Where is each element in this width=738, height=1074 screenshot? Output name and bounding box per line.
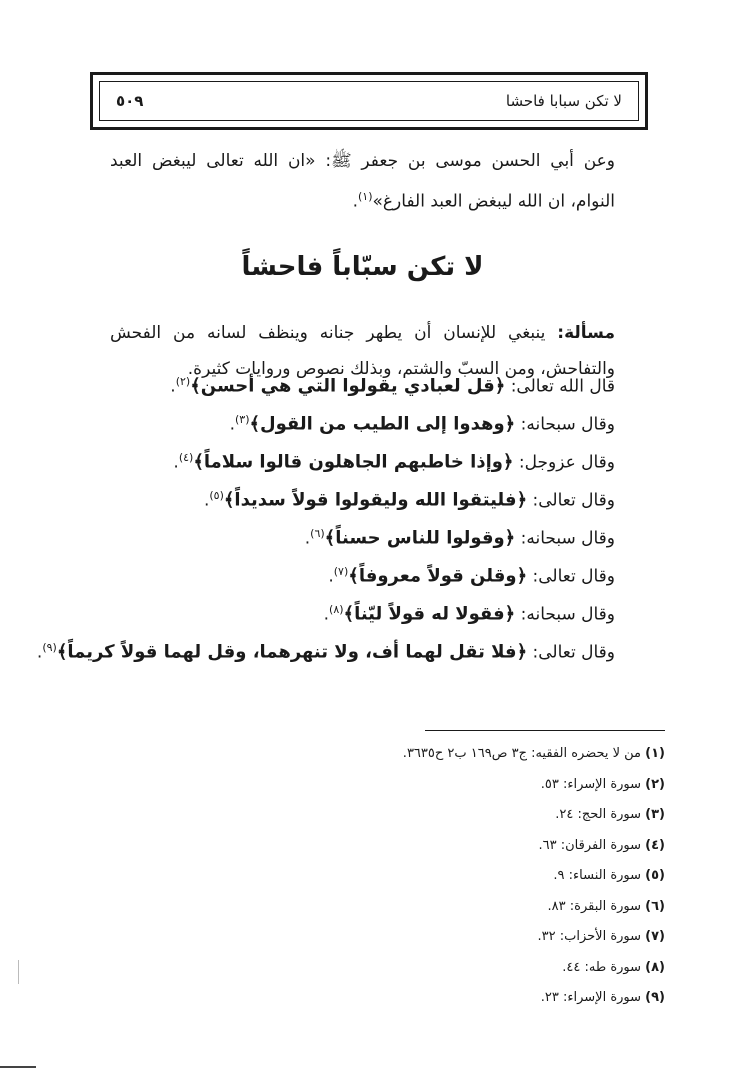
verse-quote: ﴿فقولا له قولاً ليّناً﴾ [343,603,516,625]
verse-quote: ﴿وهدوا إلى الطيب من القول﴾ [249,413,516,435]
footnote-text: سورة البقرة: ٨٣. [547,898,646,914]
running-header [90,72,648,130]
footnote [110,861,665,892]
masala-text: ينبغي للإنسان أن يطهر جنانه وينظف لسانه من الفحش والتفاحش، ومن السبّ والشتم، وبذلك نصوص وروايات كثيرة. [110,323,615,379]
verse-quote: ﴿وقلن قولاً معروفاً﴾ [348,565,528,587]
footnote-text: سورة الأحزاب: ٣٢. [537,929,646,944]
footnote-ref: (٣) [234,413,250,426]
footnote [110,770,665,801]
running-header-inner [99,81,639,121]
footnote-ref: (١) [358,190,373,203]
footnote-text: سورة الفرقان: ٦٣. [538,837,646,853]
footnote-number: (٦) [645,898,665,914]
footnote-ref: (٨) [329,603,344,616]
scan-mark [18,960,19,984]
verse-quote: ﴿وإذا خاطبهم الجاهلون قالوا سلاماً﴾ [193,451,514,473]
footnote [110,892,665,923]
footnote-text: سورة الإسراء: ٢٣. [540,990,646,1005]
verse-quote: ﴿قل لعبادي يقولوا التي هي أحسن﴾ [190,375,506,397]
footnote-ref: (٩) [42,641,57,654]
verse-list [36,363,615,667]
running-header-title: لا تكن سبابا فاحشا [505,92,622,110]
footnote-ref: (٢) [175,375,191,388]
verse-line: وقال تعالى: ﴿فليتقوا الله وليقولوا قولاً سديداً﴾$^{(٥)}$. [203,489,615,511]
page-number: ٥٠٩ [116,92,144,110]
verse-intro: وقال سبحانه: [515,604,615,625]
masala-label: مسألة: [557,323,615,343]
footnote-ref: (٥) [209,489,224,502]
verse-quote: ﴿فليتقوا الله وليقولوا قولاً سديداً﴾ [223,489,528,511]
footnote-divider [425,730,665,731]
footnote [110,983,665,1014]
verse-intro: وقال تعالى: [527,642,615,663]
footnote-number: (٧) [645,929,665,944]
footnote-number: (٢) [645,776,665,792]
footnote-number: (٣) [645,807,665,822]
footnote-number: (٨) [645,959,665,975]
footnote-ref: (٦) [310,527,325,540]
verse-intro: وقال سبحانه: [515,414,615,435]
footnote-number: (١) [645,746,665,761]
footnote-number: (٤) [645,837,665,853]
verse-line: وقال سبحانه: ﴿وقولوا للناس حسناً﴾$^{(٦)}$. [304,527,615,549]
verse-line: وقال تعالى: ﴿فلا تقل لهما أف، ولا تنهرهما، وقل لهما قولاً كريماً﴾$^{(٩)}$. [36,641,615,663]
intro-text: وعن أبي الحسن موسى بن جعفر ﷺ: «ان الله تعالى ليبغض العبد النوام، ان الله ليبغض العبد الفارغ» [110,151,615,212]
verse-line: وقال سبحانه: ﴿وهدوا إلى الطيب من القول﴾$^{(٣)}$. [229,413,615,435]
intro-end: . [352,191,358,212]
footnote-text: سورة الحج: ٢٤. [555,807,646,822]
verse-line: وقال سبحانه: ﴿فقولا له قولاً ليّناً﴾$^{(٨)}$. [323,603,615,625]
footnote-ref: (٤) [178,451,194,464]
verse-line: وقال تعالى: ﴿وقلن قولاً معروفاً﴾$^{(٧)}$. [328,565,615,587]
verse-intro: قال الله تعالى: [505,376,615,397]
footnote-number: (٩) [645,990,665,1005]
verse-line: وقال عزوجل: ﴿وإذا خاطبهم الجاهلون قالوا سلاماً﴾$^{(٤)}$. [173,451,615,473]
footnote-ref: (٧) [333,565,349,578]
verse-intro: وقال عزوجل: [513,452,615,473]
footnote [110,953,665,984]
footnote-text: من لا يحضره الفقيه: ج٣ ص١٦٩ ب٢ ح٣٦٣٥. [402,746,646,761]
footnote [110,831,665,862]
footnote-text: سورة طه: ٤٤. [562,959,646,975]
footnote-text: سورة النساء: ٩. [553,868,646,883]
verse-quote: ﴿فلا تقل لهما أف، ولا تنهرهما، وقل لهما قولاً كريماً﴾ [56,641,528,663]
verse-quote: ﴿وقولوا للناس حسناً﴾ [324,527,516,549]
verse-intro: وقال تعالى: [527,490,615,511]
footnote-text: سورة الإسراء: ٥٣. [540,776,646,792]
section-title: لا تكن سبّاباً فاحشاً [241,252,484,282]
footnote [110,922,665,953]
footnote-list [110,739,665,1014]
footnote-number: (٥) [645,868,665,883]
footnote [110,739,665,770]
intro-paragraph [110,143,615,220]
verse-intro: وقال سبحانه: [515,528,615,549]
verse-line: قال الله تعالى: ﴿قل لعبادي يقولوا التي هي أحسن﴾$^{(٢)}$. [170,375,615,397]
verse-intro: وقال تعالى: [527,566,615,587]
footnote [110,800,665,831]
scan-edge [0,1066,36,1068]
